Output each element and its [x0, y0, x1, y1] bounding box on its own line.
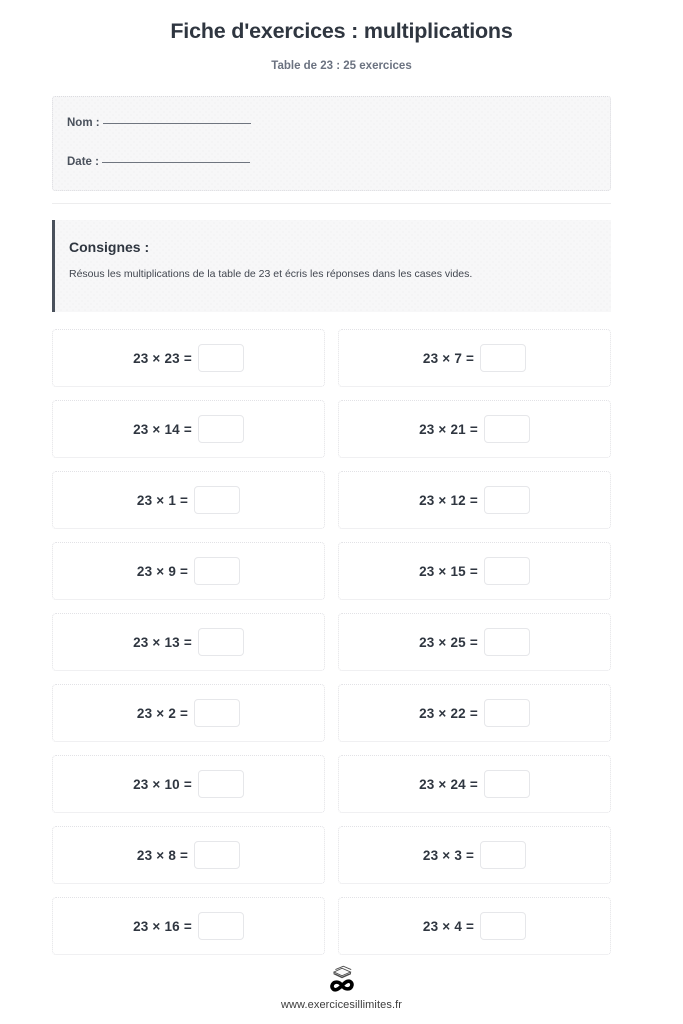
answer-input[interactable] [484, 415, 530, 443]
answer-input[interactable] [480, 912, 526, 940]
name-row [67, 117, 610, 146]
answer-input[interactable] [194, 699, 240, 727]
answer-input[interactable] [198, 415, 244, 443]
exercise-card [52, 329, 325, 387]
exercise-expression: 23 × 7 = [422, 350, 475, 366]
instructions-text: Résous les multiplications de la table de 23 et écris les réponses dans les cases vides. [69, 268, 473, 280]
exercise-expression: 23 × 10 = [133, 776, 192, 792]
date-write-line[interactable] [102, 162, 250, 163]
answer-input[interactable] [484, 557, 530, 585]
answer-input[interactable] [198, 770, 244, 798]
exercise-card [52, 755, 325, 813]
exercise-card [338, 329, 611, 387]
exercise-card [338, 400, 611, 458]
exercise-expression: 23 × 16 = [133, 918, 192, 934]
exercise-card [338, 826, 611, 884]
exercise-card [52, 826, 325, 884]
instructions-heading: Consignes : [69, 239, 150, 255]
identity-block [52, 96, 611, 191]
exercise-expression: 23 × 23 = [133, 350, 192, 366]
answer-input[interactable] [198, 344, 244, 372]
infinity-books-logo-icon [321, 963, 363, 993]
exercise-expression: 23 × 25 = [419, 634, 478, 650]
exercise-card [52, 400, 325, 458]
exercise-expression: 23 × 22 = [419, 705, 478, 721]
answer-input[interactable] [194, 841, 240, 869]
exercise-expression: 23 × 9 = [136, 563, 189, 579]
exercise-card [52, 542, 325, 600]
exercise-card [52, 897, 325, 955]
date-label: Date : [67, 156, 99, 168]
instructions-block [52, 220, 611, 312]
exercise-expression: 23 × 8 = [136, 847, 189, 863]
exercise-card [52, 684, 325, 742]
footer-url: www.exercicesillimites.fr [280, 999, 403, 1011]
answer-input[interactable] [194, 557, 240, 585]
exercise-card [338, 897, 611, 955]
exercise-expression: 23 × 14 = [133, 421, 192, 437]
exercise-expression: 23 × 15 = [419, 563, 478, 579]
answer-input[interactable] [198, 628, 244, 656]
exercise-expression: 23 × 1 = [136, 492, 189, 508]
name-label: Nom : [67, 117, 100, 129]
page-title: Fiche d'exercices : multiplications [170, 19, 513, 43]
exercise-expression: 23 × 21 = [419, 421, 478, 437]
exercise-card [338, 613, 611, 671]
answer-input[interactable] [198, 912, 244, 940]
date-row [67, 156, 610, 185]
exercise-card [52, 613, 325, 671]
exercise-card [338, 542, 611, 600]
exercise-card [338, 684, 611, 742]
answer-input[interactable] [480, 841, 526, 869]
exercise-grid [52, 329, 611, 955]
page-subtitle: Table de 23 : 25 exercices [271, 60, 412, 72]
exercise-expression: 23 × 3 = [422, 847, 475, 863]
exercise-expression: 23 × 2 = [136, 705, 189, 721]
exercise-card [338, 471, 611, 529]
answer-input[interactable] [484, 628, 530, 656]
exercise-expression: 23 × 12 = [419, 492, 478, 508]
section-divider [52, 203, 611, 204]
answer-input[interactable] [194, 486, 240, 514]
exercise-card [338, 755, 611, 813]
exercise-expression: 23 × 24 = [419, 776, 478, 792]
exercise-card [52, 471, 325, 529]
answer-input[interactable] [484, 770, 530, 798]
footer [0, 963, 683, 1011]
exercise-expression: 23 × 13 = [133, 634, 192, 650]
exercise-expression: 23 × 4 = [422, 918, 475, 934]
name-write-line[interactable] [103, 123, 251, 124]
answer-input[interactable] [484, 699, 530, 727]
answer-input[interactable] [484, 486, 530, 514]
answer-input[interactable] [480, 344, 526, 372]
